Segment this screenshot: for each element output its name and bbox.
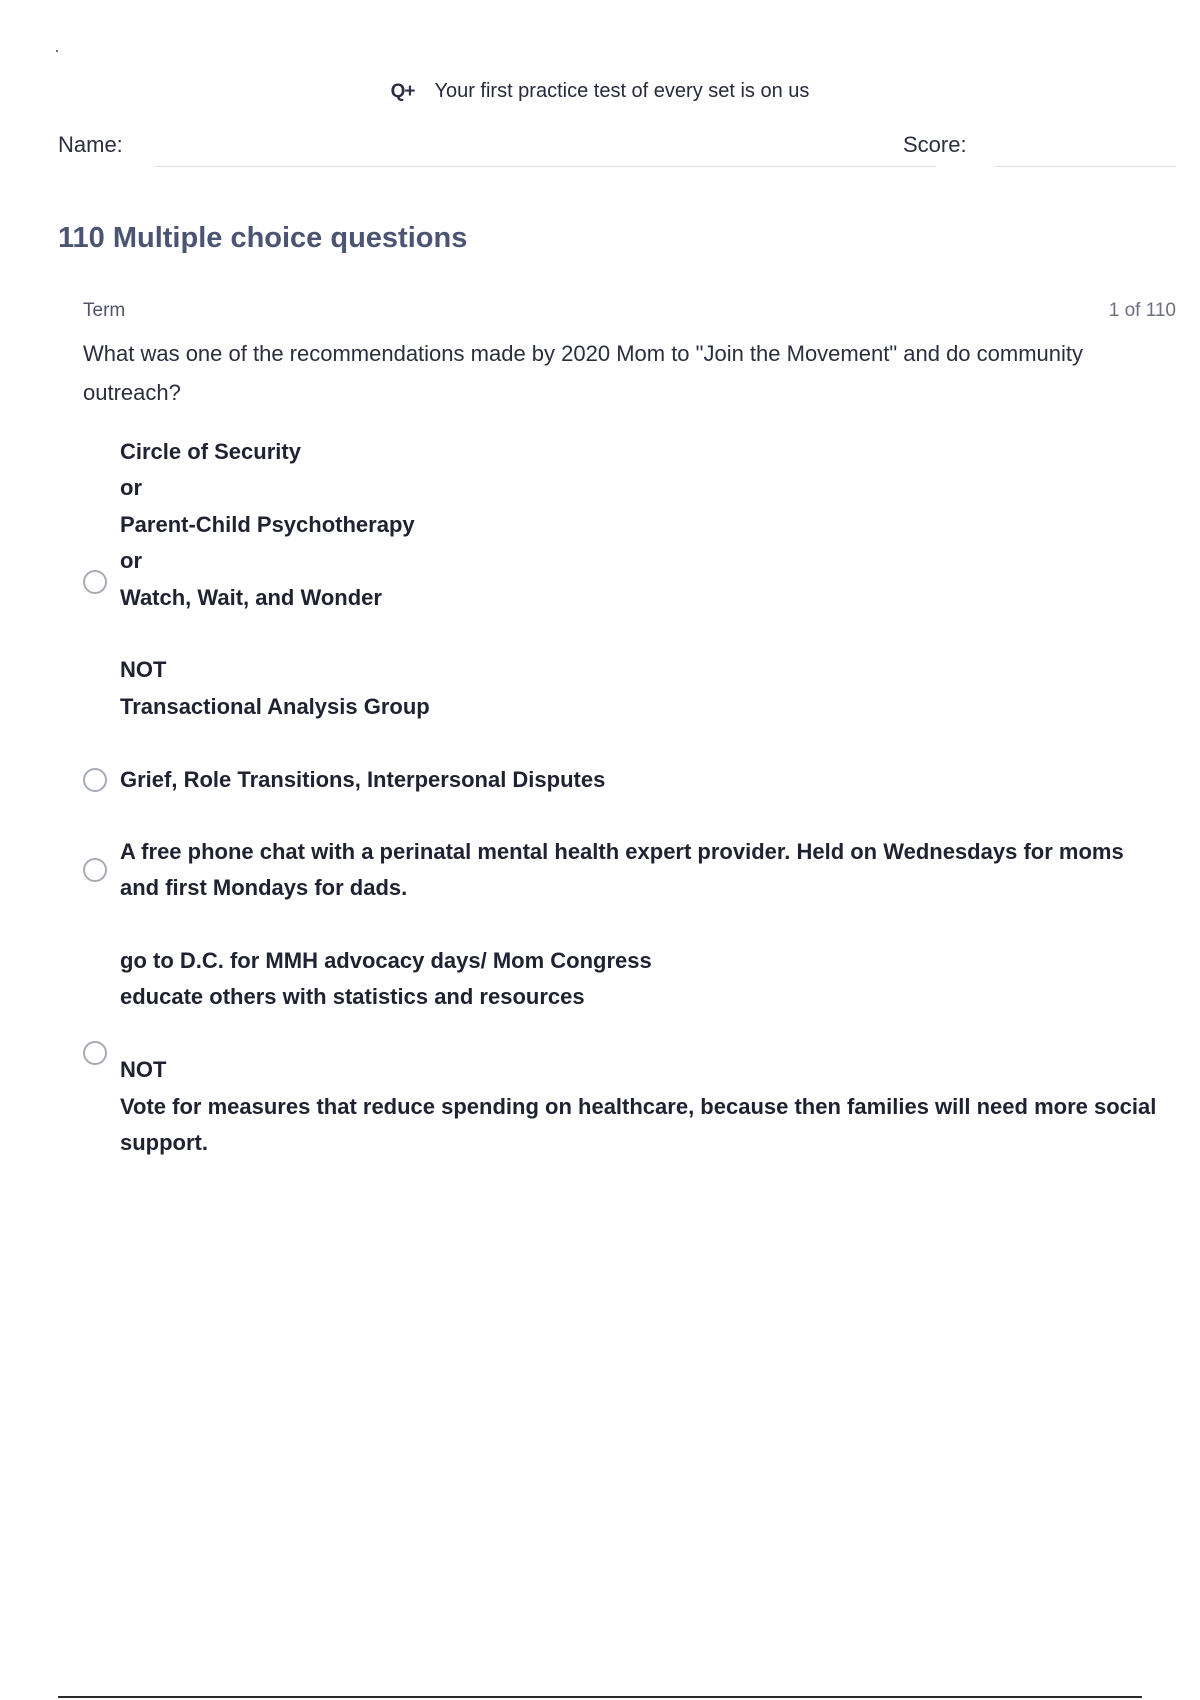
name-label: Name: bbox=[58, 132, 123, 157]
radio-button-icon[interactable] bbox=[83, 570, 107, 594]
radio-button-icon[interactable] bbox=[83, 1041, 107, 1065]
option-line: go to D.C. for MMH advocacy days/ Mom Congress bbox=[120, 948, 652, 973]
score-label: Score: bbox=[903, 132, 967, 157]
option-line: A free phone chat with a perinatal mental health expert provider. Held on Wednesdays for moms and first Mondays for dads. bbox=[120, 839, 1124, 901]
answer-option-text bbox=[120, 943, 1160, 1161]
name-field[interactable] bbox=[154, 166, 936, 167]
option-line: Parent-Child Psychotherapy bbox=[120, 511, 415, 537]
banner-text: Your first practice test of every set is on us bbox=[434, 80, 810, 102]
option-line bbox=[120, 1016, 1160, 1052]
question-header bbox=[83, 300, 1176, 322]
question-counter: 1 of 110 bbox=[1108, 300, 1176, 321]
radio-button-icon[interactable] bbox=[83, 768, 107, 792]
answer-option-text bbox=[120, 434, 1160, 725]
page-dot bbox=[56, 50, 58, 52]
option-line: or bbox=[120, 475, 142, 501]
option-line: or bbox=[120, 548, 142, 574]
radio-button-icon[interactable] bbox=[83, 858, 107, 882]
question-prompt: What was one of the recommendations made by 2020 Mom to "Join the Movement" and do community outreach? bbox=[83, 341, 1084, 405]
answer-option-text bbox=[120, 762, 1160, 798]
option-line: Transactional Analysis Group bbox=[120, 693, 430, 719]
promo-banner bbox=[0, 80, 1200, 103]
footer-divider bbox=[58, 1696, 1142, 1698]
quiz-plus-icon: Q+ bbox=[390, 80, 415, 102]
option-line bbox=[120, 616, 1160, 652]
section-title: 110 Multiple choice questions bbox=[58, 222, 468, 254]
name-score-row bbox=[58, 132, 1176, 172]
option-line: Vote for measures that reduce spending on healthcare, because then families will need more social support. bbox=[120, 1093, 1157, 1156]
option-line: NOT bbox=[120, 1057, 167, 1083]
option-line: Watch, Wait, and Wonder bbox=[120, 584, 382, 610]
term-label: Term bbox=[83, 300, 126, 321]
option-line: Grief, Role Transitions, Interpersonal Disputes bbox=[120, 767, 606, 792]
option-line: NOT bbox=[120, 657, 167, 683]
score-field[interactable] bbox=[994, 166, 1176, 167]
option-line: educate others with statistics and resources bbox=[120, 984, 585, 1010]
option-line: Circle of Security bbox=[120, 439, 301, 464]
answer-option-text bbox=[120, 834, 1160, 907]
